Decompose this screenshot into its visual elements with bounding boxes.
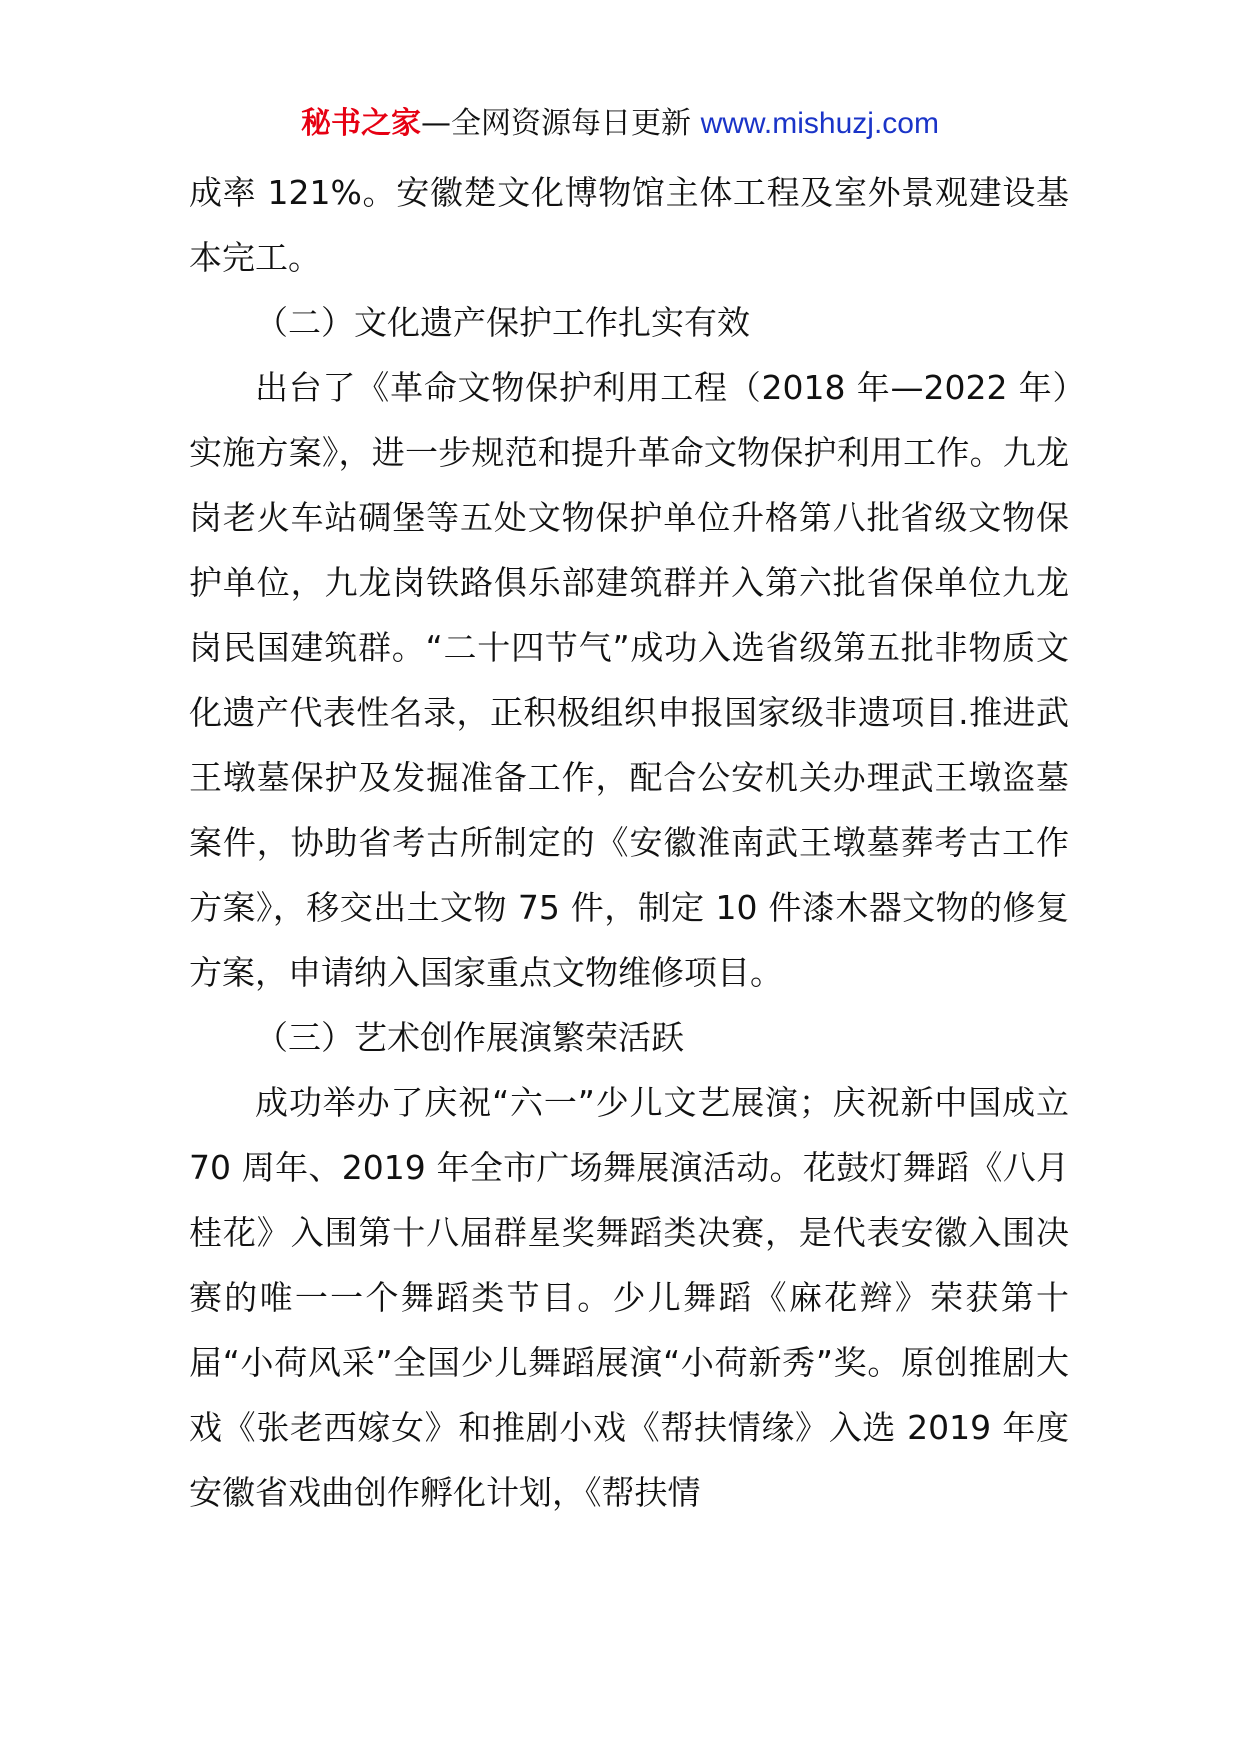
page-header <box>0 104 1240 144</box>
section-heading-arts: （三）艺术创作展演繁荣活跃 <box>255 1018 684 1057</box>
document-body <box>189 160 1069 1525</box>
paragraph-continuation: 成率 121%。安徽楚文化博物馆主体工程及室外景观建设基本完工。 <box>189 173 1069 277</box>
section-heading-heritage: （二）文化遗产保护工作扎实有效 <box>255 303 750 342</box>
paragraph-heritage: 出台了《革命文物保护利用工程（2018 年—2022 年）实施方案》，进一步规范和提升革命文物保护利用工作。九龙岗老火车站碉堡等五处文物保护单位升格第八批省级文物保护单位，九龙岗铁路俱乐部建筑群并入第六批省保单位九龙岗民国建筑群。“二十四节气”成功入选省级第五批非物质文化遗产代表性名录，正积极组织申报国家级非遗项目.推进武王墩墓保护及发掘准备工作，配合公安机关办理武王墩盗墓案件，协助省考古所制定的《安徽淮南武王墩墓葬考古工作方案》，移交出土文物 75 件，制定 10 件漆木器文物的修复方案，申请纳入国家重点文物维修项目。 <box>189 368 1069 992</box>
header-slogan: —全网资源每日更新 <box>421 106 701 141</box>
website-link[interactable]: www.mishuzj.com <box>700 107 939 140</box>
brand-name: 秘书之家 <box>301 106 422 141</box>
paragraph-arts: 成功举办了庆祝“六一”少儿文艺展演；庆祝新中国成立 70 周年、2019 年全市广场舞展演活动。花鼓灯舞蹈《八月桂花》入围第十八届群星奖舞蹈类决赛，是代表安徽入围决赛的唯一一个舞蹈类节目。少儿舞蹈《麻花辫》荣获第十届“小荷风采”全国少儿舞蹈展演“小荷新秀”奖。原创推剧大戏《张老西嫁女》和推剧小戏《帮扶情缘》入选 2019 年度安徽省戏曲创作孵化计划，《帮扶情 <box>189 1083 1069 1512</box>
